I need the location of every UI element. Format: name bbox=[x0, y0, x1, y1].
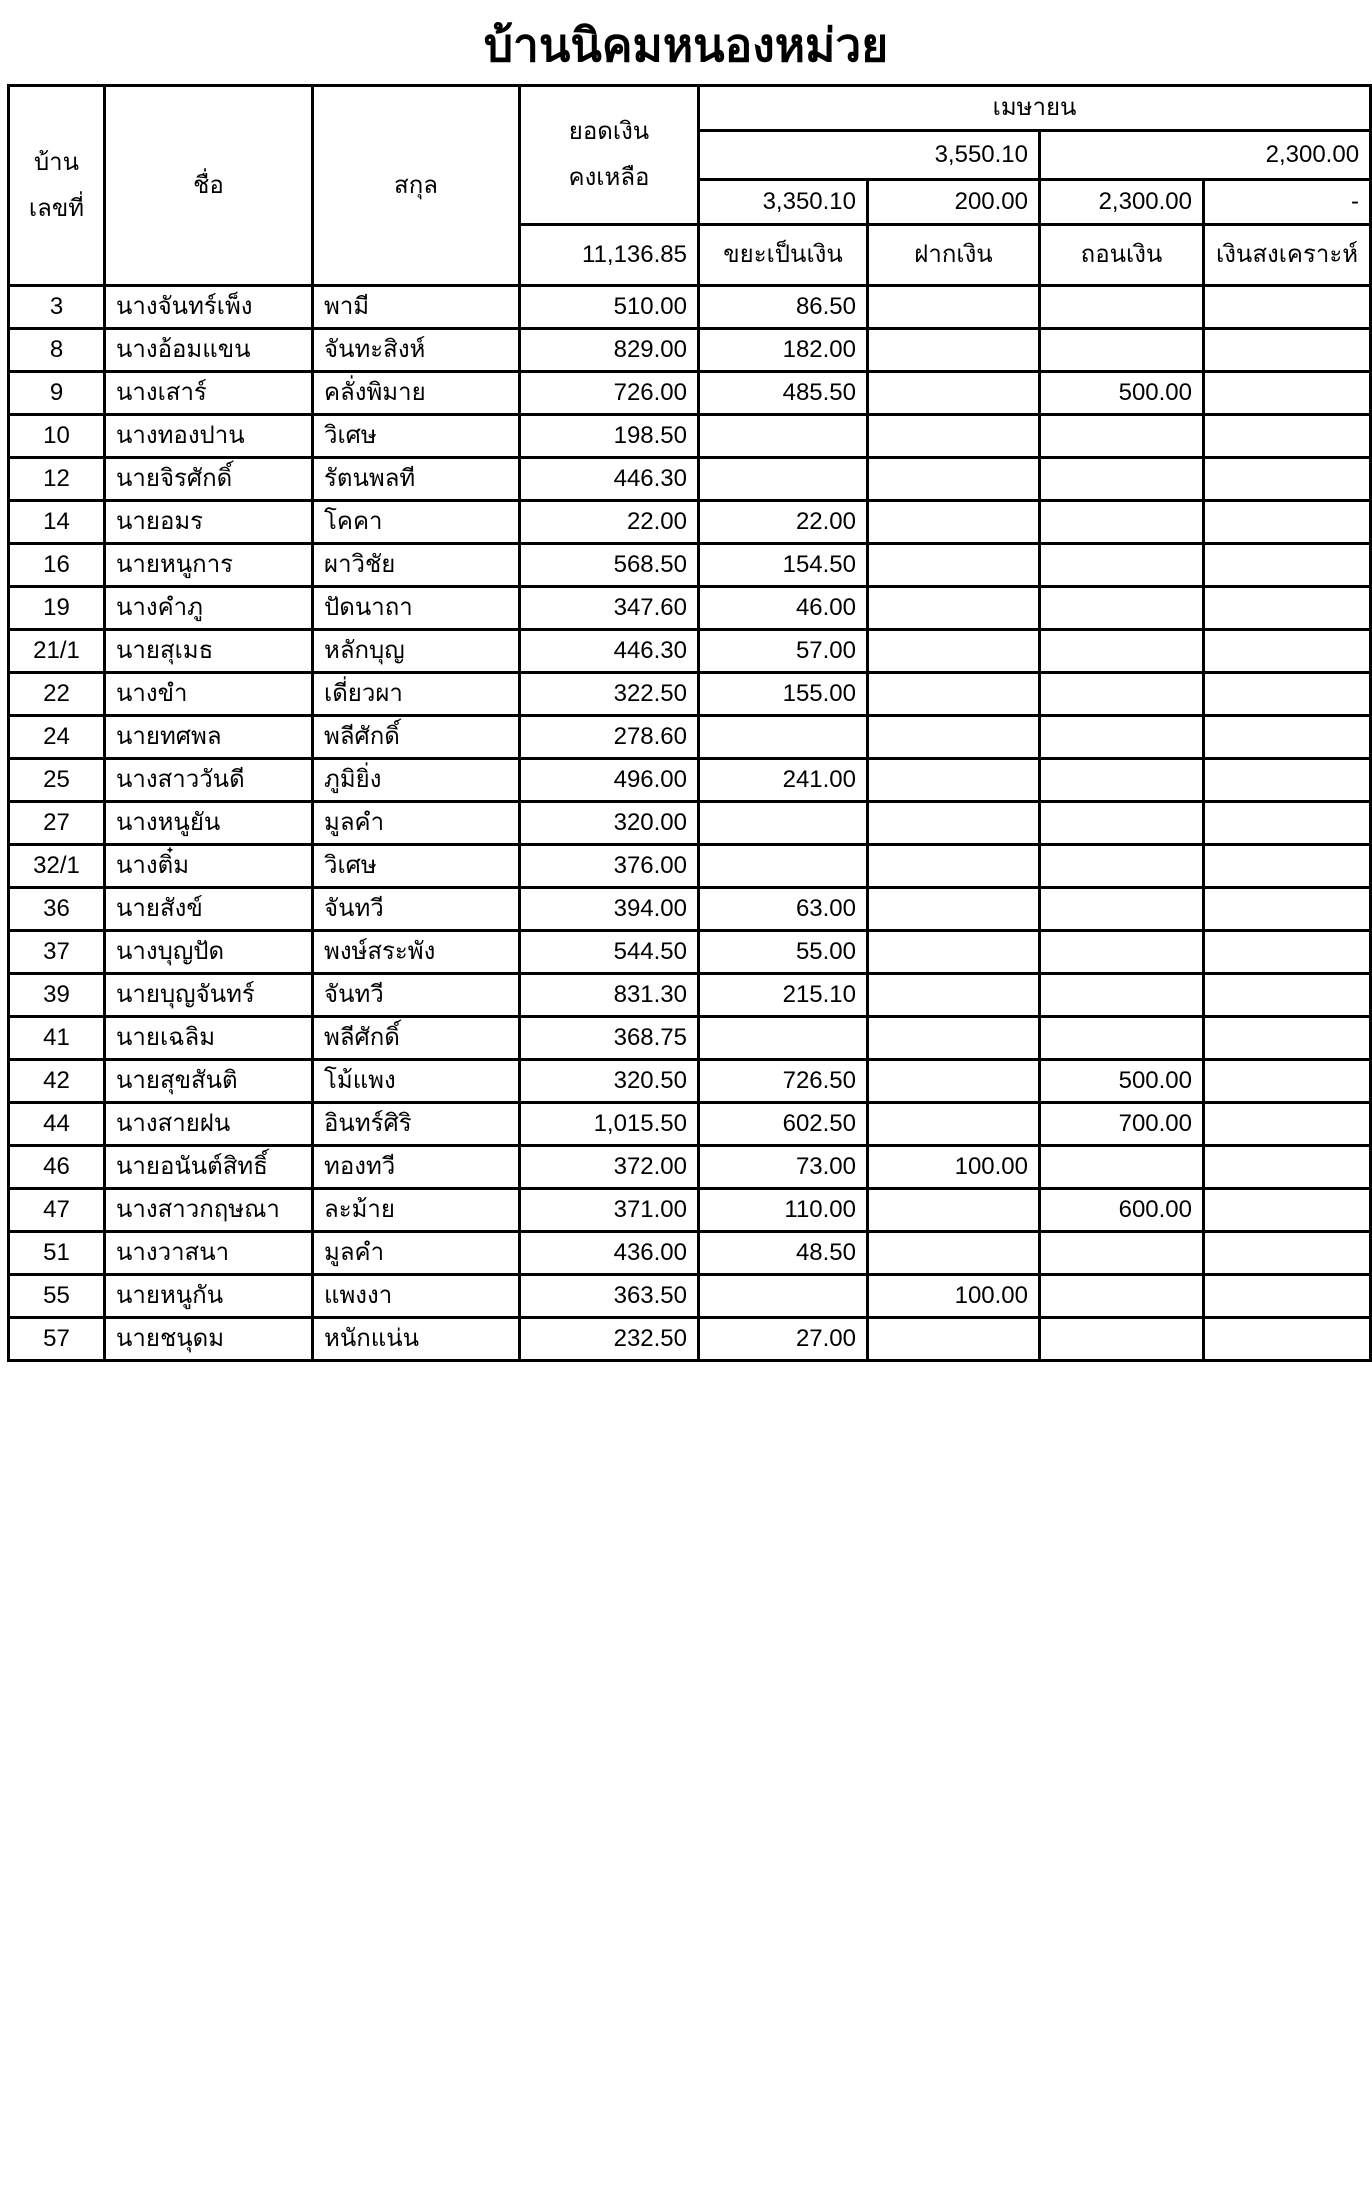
house-no-cell: 19 bbox=[9, 587, 105, 630]
house-no-cell: 14 bbox=[9, 501, 105, 544]
deposit-cell bbox=[868, 673, 1040, 716]
header-balance-line1: ยอดเงิน bbox=[568, 118, 650, 146]
header-withdraw-total: 2,300.00 bbox=[1040, 180, 1204, 225]
waste-cell: 155.00 bbox=[699, 673, 868, 716]
surname-cell: พงษ์สระพัง bbox=[313, 931, 520, 974]
withdraw-cell bbox=[1040, 802, 1204, 845]
surname-cell: พลีศักดิ์ bbox=[313, 716, 520, 759]
balance-cell: 278.60 bbox=[520, 716, 699, 759]
surname-cell: มูลคำ bbox=[313, 802, 520, 845]
house-no-cell: 32/1 bbox=[9, 845, 105, 888]
surname-cell: หลักบุญ bbox=[313, 630, 520, 673]
balance-cell: 320.00 bbox=[520, 802, 699, 845]
table-row bbox=[9, 329, 1371, 372]
header-waste-total: 3,350.10 bbox=[699, 180, 868, 225]
welfare-cell bbox=[1204, 1060, 1371, 1103]
deposit-cell: 100.00 bbox=[868, 1275, 1040, 1318]
balance-cell: 322.50 bbox=[520, 673, 699, 716]
header-month: เมษายน bbox=[699, 86, 1371, 131]
header-welfare: เงินสงเคราะห์ bbox=[1204, 225, 1371, 286]
withdraw-cell: 700.00 bbox=[1040, 1103, 1204, 1146]
table-row bbox=[9, 415, 1371, 458]
table-row bbox=[9, 501, 1371, 544]
first-name-cell: นางติ๋ม bbox=[105, 845, 313, 888]
waste-cell: 182.00 bbox=[699, 329, 868, 372]
first-name-cell: นายสุขสันติ bbox=[105, 1060, 313, 1103]
withdraw-cell bbox=[1040, 630, 1204, 673]
deposit-cell bbox=[868, 286, 1040, 329]
surname-cell: หนักแน่น bbox=[313, 1318, 520, 1361]
withdraw-cell bbox=[1040, 931, 1204, 974]
waste-cell: 46.00 bbox=[699, 587, 868, 630]
withdraw-cell bbox=[1040, 673, 1204, 716]
deposit-cell bbox=[868, 1060, 1040, 1103]
withdraw-cell bbox=[1040, 716, 1204, 759]
surname-cell: ละม้าย bbox=[313, 1189, 520, 1232]
waste-cell: 241.00 bbox=[699, 759, 868, 802]
table-row bbox=[9, 974, 1371, 1017]
first-name-cell: นางสาวกฤษณา bbox=[105, 1189, 313, 1232]
surname-cell: จันทวี bbox=[313, 888, 520, 931]
deposit-cell bbox=[868, 415, 1040, 458]
house-no-cell: 37 bbox=[9, 931, 105, 974]
surname-cell: รัตนพลที bbox=[313, 458, 520, 501]
welfare-cell bbox=[1204, 329, 1371, 372]
welfare-cell bbox=[1204, 1103, 1371, 1146]
first-name-cell: นางจันทร์เพ็ง bbox=[105, 286, 313, 329]
welfare-cell bbox=[1204, 1189, 1371, 1232]
house-no-cell: 46 bbox=[9, 1146, 105, 1189]
withdraw-cell bbox=[1040, 1146, 1204, 1189]
deposit-cell bbox=[868, 587, 1040, 630]
house-no-cell: 41 bbox=[9, 1017, 105, 1060]
balance-cell: 394.00 bbox=[520, 888, 699, 931]
waste-cell: 86.50 bbox=[699, 286, 868, 329]
house-no-cell: 21/1 bbox=[9, 630, 105, 673]
header-waste: ขยะเป็นเงิน bbox=[699, 225, 868, 286]
surname-cell: เดี่ยวผา bbox=[313, 673, 520, 716]
surname-cell: คลั่งพิมาย bbox=[313, 372, 520, 415]
table-row bbox=[9, 845, 1371, 888]
first-name-cell: นางทองปาน bbox=[105, 415, 313, 458]
deposit-cell bbox=[868, 716, 1040, 759]
balance-cell: 1,015.50 bbox=[520, 1103, 699, 1146]
welfare-cell bbox=[1204, 974, 1371, 1017]
deposit-cell bbox=[868, 329, 1040, 372]
waste-cell bbox=[699, 845, 868, 888]
balance-cell: 510.00 bbox=[520, 286, 699, 329]
withdraw-cell: 500.00 bbox=[1040, 1060, 1204, 1103]
header-surname: สกุล bbox=[313, 86, 520, 286]
waste-cell bbox=[699, 1017, 868, 1060]
house-no-cell: 9 bbox=[9, 372, 105, 415]
balance-cell: 232.50 bbox=[520, 1318, 699, 1361]
first-name-cell: นายสุเมธ bbox=[105, 630, 313, 673]
deposit-cell bbox=[868, 759, 1040, 802]
welfare-cell bbox=[1204, 931, 1371, 974]
header-welfare-total: - bbox=[1204, 180, 1371, 225]
welfare-cell bbox=[1204, 1146, 1371, 1189]
first-name-cell: นางเสาร์ bbox=[105, 372, 313, 415]
first-name-cell: นายทศพล bbox=[105, 716, 313, 759]
withdraw-cell bbox=[1040, 888, 1204, 931]
surname-cell: โคคา bbox=[313, 501, 520, 544]
welfare-cell bbox=[1204, 458, 1371, 501]
surname-cell: วิเศษ bbox=[313, 415, 520, 458]
balance-cell: 363.50 bbox=[520, 1275, 699, 1318]
deposit-cell bbox=[868, 1189, 1040, 1232]
table-row bbox=[9, 1318, 1371, 1361]
balance-cell: 372.00 bbox=[520, 1146, 699, 1189]
first-name-cell: นายชนุดม bbox=[105, 1318, 313, 1361]
table-row bbox=[9, 630, 1371, 673]
table-row bbox=[9, 888, 1371, 931]
balance-cell: 371.00 bbox=[520, 1189, 699, 1232]
first-name-cell: นายจิรศักดิ์ bbox=[105, 458, 313, 501]
ledger-body bbox=[9, 286, 1371, 1361]
page-title: บ้านนิคมหนองหม่วย bbox=[483, 19, 889, 71]
balance-cell: 347.60 bbox=[520, 587, 699, 630]
withdraw-cell bbox=[1040, 501, 1204, 544]
withdraw-cell bbox=[1040, 1275, 1204, 1318]
waste-cell: 726.50 bbox=[699, 1060, 868, 1103]
table-row bbox=[9, 1189, 1371, 1232]
deposit-cell bbox=[868, 1017, 1040, 1060]
welfare-cell bbox=[1204, 802, 1371, 845]
balance-cell: 829.00 bbox=[520, 329, 699, 372]
withdraw-cell bbox=[1040, 1017, 1204, 1060]
house-no-cell: 47 bbox=[9, 1189, 105, 1232]
balance-cell: 376.00 bbox=[520, 845, 699, 888]
surname-cell: ภูมิยิ่ง bbox=[313, 759, 520, 802]
waste-cell: 110.00 bbox=[699, 1189, 868, 1232]
balance-cell: 368.75 bbox=[520, 1017, 699, 1060]
balance-cell: 436.00 bbox=[520, 1232, 699, 1275]
first-name-cell: นางหนูยัน bbox=[105, 802, 313, 845]
table-row bbox=[9, 1275, 1371, 1318]
balance-cell: 446.30 bbox=[520, 458, 699, 501]
deposit-cell bbox=[868, 802, 1040, 845]
header-deposit-total: 200.00 bbox=[868, 180, 1040, 225]
house-no-cell: 10 bbox=[9, 415, 105, 458]
balance-cell: 726.00 bbox=[520, 372, 699, 415]
table-row bbox=[9, 1060, 1371, 1103]
withdraw-cell bbox=[1040, 544, 1204, 587]
waste-cell: 154.50 bbox=[699, 544, 868, 587]
waste-cell: 73.00 bbox=[699, 1146, 868, 1189]
withdraw-cell bbox=[1040, 587, 1204, 630]
first-name-cell: นายหนูการ bbox=[105, 544, 313, 587]
house-no-cell: 25 bbox=[9, 759, 105, 802]
withdraw-cell bbox=[1040, 1318, 1204, 1361]
house-no-cell: 44 bbox=[9, 1103, 105, 1146]
deposit-cell bbox=[868, 458, 1040, 501]
waste-cell: 63.00 bbox=[699, 888, 868, 931]
withdraw-cell bbox=[1040, 458, 1204, 501]
surname-cell: วิเศษ bbox=[313, 845, 520, 888]
surname-cell: โม้แพง bbox=[313, 1060, 520, 1103]
welfare-cell bbox=[1204, 1275, 1371, 1318]
house-no-cell: 24 bbox=[9, 716, 105, 759]
first-name-cell: นางอ้อมแขน bbox=[105, 329, 313, 372]
waste-cell: 22.00 bbox=[699, 501, 868, 544]
deposit-cell: 100.00 bbox=[868, 1146, 1040, 1189]
welfare-cell bbox=[1204, 673, 1371, 716]
surname-cell: ผาวิชัย bbox=[313, 544, 520, 587]
withdraw-cell bbox=[1040, 329, 1204, 372]
withdraw-cell: 600.00 bbox=[1040, 1189, 1204, 1232]
deposit-cell bbox=[868, 501, 1040, 544]
table-row bbox=[9, 716, 1371, 759]
deposit-cell bbox=[868, 845, 1040, 888]
deposit-cell bbox=[868, 1103, 1040, 1146]
header-withdraw: ถอนเงิน bbox=[1040, 225, 1204, 286]
house-no-cell: 57 bbox=[9, 1318, 105, 1361]
table-row bbox=[9, 1146, 1371, 1189]
welfare-cell bbox=[1204, 630, 1371, 673]
welfare-cell bbox=[1204, 286, 1371, 329]
waste-cell: 55.00 bbox=[699, 931, 868, 974]
surname-cell: แพงงา bbox=[313, 1275, 520, 1318]
surname-cell: พามี bbox=[313, 286, 520, 329]
first-name-cell: นางขำ bbox=[105, 673, 313, 716]
table-row bbox=[9, 286, 1371, 329]
balance-cell: 496.00 bbox=[520, 759, 699, 802]
waste-cell bbox=[699, 415, 868, 458]
welfare-cell bbox=[1204, 501, 1371, 544]
header-balance bbox=[520, 86, 699, 225]
surname-cell: อินทร์ศิริ bbox=[313, 1103, 520, 1146]
header-row-month bbox=[9, 86, 1371, 131]
table-row bbox=[9, 802, 1371, 845]
first-name-cell: นายสังข์ bbox=[105, 888, 313, 931]
welfare-cell bbox=[1204, 888, 1371, 931]
surname-cell: ปัดนาถา bbox=[313, 587, 520, 630]
surname-cell: ทองทวี bbox=[313, 1146, 520, 1189]
header-deposit: ฝากเงิน bbox=[868, 225, 1040, 286]
table-row bbox=[9, 673, 1371, 716]
house-no-cell: 22 bbox=[9, 673, 105, 716]
table-row bbox=[9, 931, 1371, 974]
table-row bbox=[9, 458, 1371, 501]
withdraw-cell bbox=[1040, 286, 1204, 329]
first-name-cell: นางวาสนา bbox=[105, 1232, 313, 1275]
balance-cell: 568.50 bbox=[520, 544, 699, 587]
surname-cell: มูลคำ bbox=[313, 1232, 520, 1275]
waste-cell: 602.50 bbox=[699, 1103, 868, 1146]
withdraw-cell bbox=[1040, 845, 1204, 888]
first-name-cell: นางคำภู bbox=[105, 587, 313, 630]
waste-cell bbox=[699, 1275, 868, 1318]
waste-cell bbox=[699, 802, 868, 845]
deposit-cell bbox=[868, 372, 1040, 415]
welfare-cell bbox=[1204, 372, 1371, 415]
withdraw-cell bbox=[1040, 759, 1204, 802]
waste-cell: 215.10 bbox=[699, 974, 868, 1017]
balance-cell: 22.00 bbox=[520, 501, 699, 544]
table-row bbox=[9, 544, 1371, 587]
first-name-cell: นายอมร bbox=[105, 501, 313, 544]
surname-cell: จันทวี bbox=[313, 974, 520, 1017]
waste-cell: 27.00 bbox=[699, 1318, 868, 1361]
welfare-cell bbox=[1204, 415, 1371, 458]
header-month-in-total: 3,550.10 bbox=[699, 131, 1040, 180]
waste-cell: 485.50 bbox=[699, 372, 868, 415]
withdraw-cell: 500.00 bbox=[1040, 372, 1204, 415]
table-row bbox=[9, 1232, 1371, 1275]
welfare-cell bbox=[1204, 544, 1371, 587]
waste-cell: 48.50 bbox=[699, 1232, 868, 1275]
house-no-cell: 55 bbox=[9, 1275, 105, 1318]
first-name-cell: นายอนันต์สิทธิ์ bbox=[105, 1146, 313, 1189]
ledger-header bbox=[9, 86, 1371, 286]
balance-cell: 544.50 bbox=[520, 931, 699, 974]
surname-cell: จันทะสิงห์ bbox=[313, 329, 520, 372]
deposit-cell bbox=[868, 630, 1040, 673]
table-row bbox=[9, 759, 1371, 802]
header-house-no-line1: บ้าน bbox=[33, 148, 80, 176]
house-no-cell: 27 bbox=[9, 802, 105, 845]
deposit-cell bbox=[868, 931, 1040, 974]
balance-cell: 446.30 bbox=[520, 630, 699, 673]
house-no-cell: 12 bbox=[9, 458, 105, 501]
table-row bbox=[9, 1103, 1371, 1146]
house-no-cell: 42 bbox=[9, 1060, 105, 1103]
header-balance-total: 11,136.85 bbox=[520, 225, 699, 286]
header-house-no-line2: เลขที่ bbox=[28, 194, 85, 222]
header-house-no bbox=[9, 86, 105, 286]
welfare-cell bbox=[1204, 716, 1371, 759]
deposit-cell bbox=[868, 1232, 1040, 1275]
welfare-cell bbox=[1204, 587, 1371, 630]
balance-cell: 831.30 bbox=[520, 974, 699, 1017]
table-row bbox=[9, 587, 1371, 630]
first-name-cell: นายเฉลิม bbox=[105, 1017, 313, 1060]
withdraw-cell bbox=[1040, 415, 1204, 458]
house-no-cell: 16 bbox=[9, 544, 105, 587]
welfare-cell bbox=[1204, 1318, 1371, 1361]
deposit-cell bbox=[868, 974, 1040, 1017]
first-name-cell: นางสายฝน bbox=[105, 1103, 313, 1146]
first-name-cell: นายหนูกัน bbox=[105, 1275, 313, 1318]
house-no-cell: 8 bbox=[9, 329, 105, 372]
first-name-cell: นางบุญปัด bbox=[105, 931, 313, 974]
welfare-cell bbox=[1204, 1017, 1371, 1060]
house-no-cell: 39 bbox=[9, 974, 105, 1017]
house-no-cell: 3 bbox=[9, 286, 105, 329]
waste-cell: 57.00 bbox=[699, 630, 868, 673]
waste-cell bbox=[699, 458, 868, 501]
deposit-cell bbox=[868, 544, 1040, 587]
table-row bbox=[9, 1017, 1371, 1060]
welfare-cell bbox=[1204, 845, 1371, 888]
balance-cell: 320.50 bbox=[520, 1060, 699, 1103]
house-no-cell: 36 bbox=[9, 888, 105, 931]
header-month-out-total: 2,300.00 bbox=[1040, 131, 1371, 180]
table-row bbox=[9, 372, 1371, 415]
first-name-cell: นายบุญจันทร์ bbox=[105, 974, 313, 1017]
header-balance-line2: คงเหลือ bbox=[568, 164, 650, 191]
welfare-cell bbox=[1204, 1232, 1371, 1275]
welfare-cell bbox=[1204, 759, 1371, 802]
balance-cell: 198.50 bbox=[520, 415, 699, 458]
surname-cell: พลีศักดิ์ bbox=[313, 1017, 520, 1060]
deposit-cell bbox=[868, 1318, 1040, 1361]
withdraw-cell bbox=[1040, 1232, 1204, 1275]
waste-cell bbox=[699, 716, 868, 759]
house-no-cell: 51 bbox=[9, 1232, 105, 1275]
deposit-cell bbox=[868, 888, 1040, 931]
ledger-table bbox=[7, 84, 1372, 1362]
withdraw-cell bbox=[1040, 974, 1204, 1017]
header-first-name: ชื่อ bbox=[105, 86, 313, 286]
first-name-cell: นางสาววันดี bbox=[105, 759, 313, 802]
